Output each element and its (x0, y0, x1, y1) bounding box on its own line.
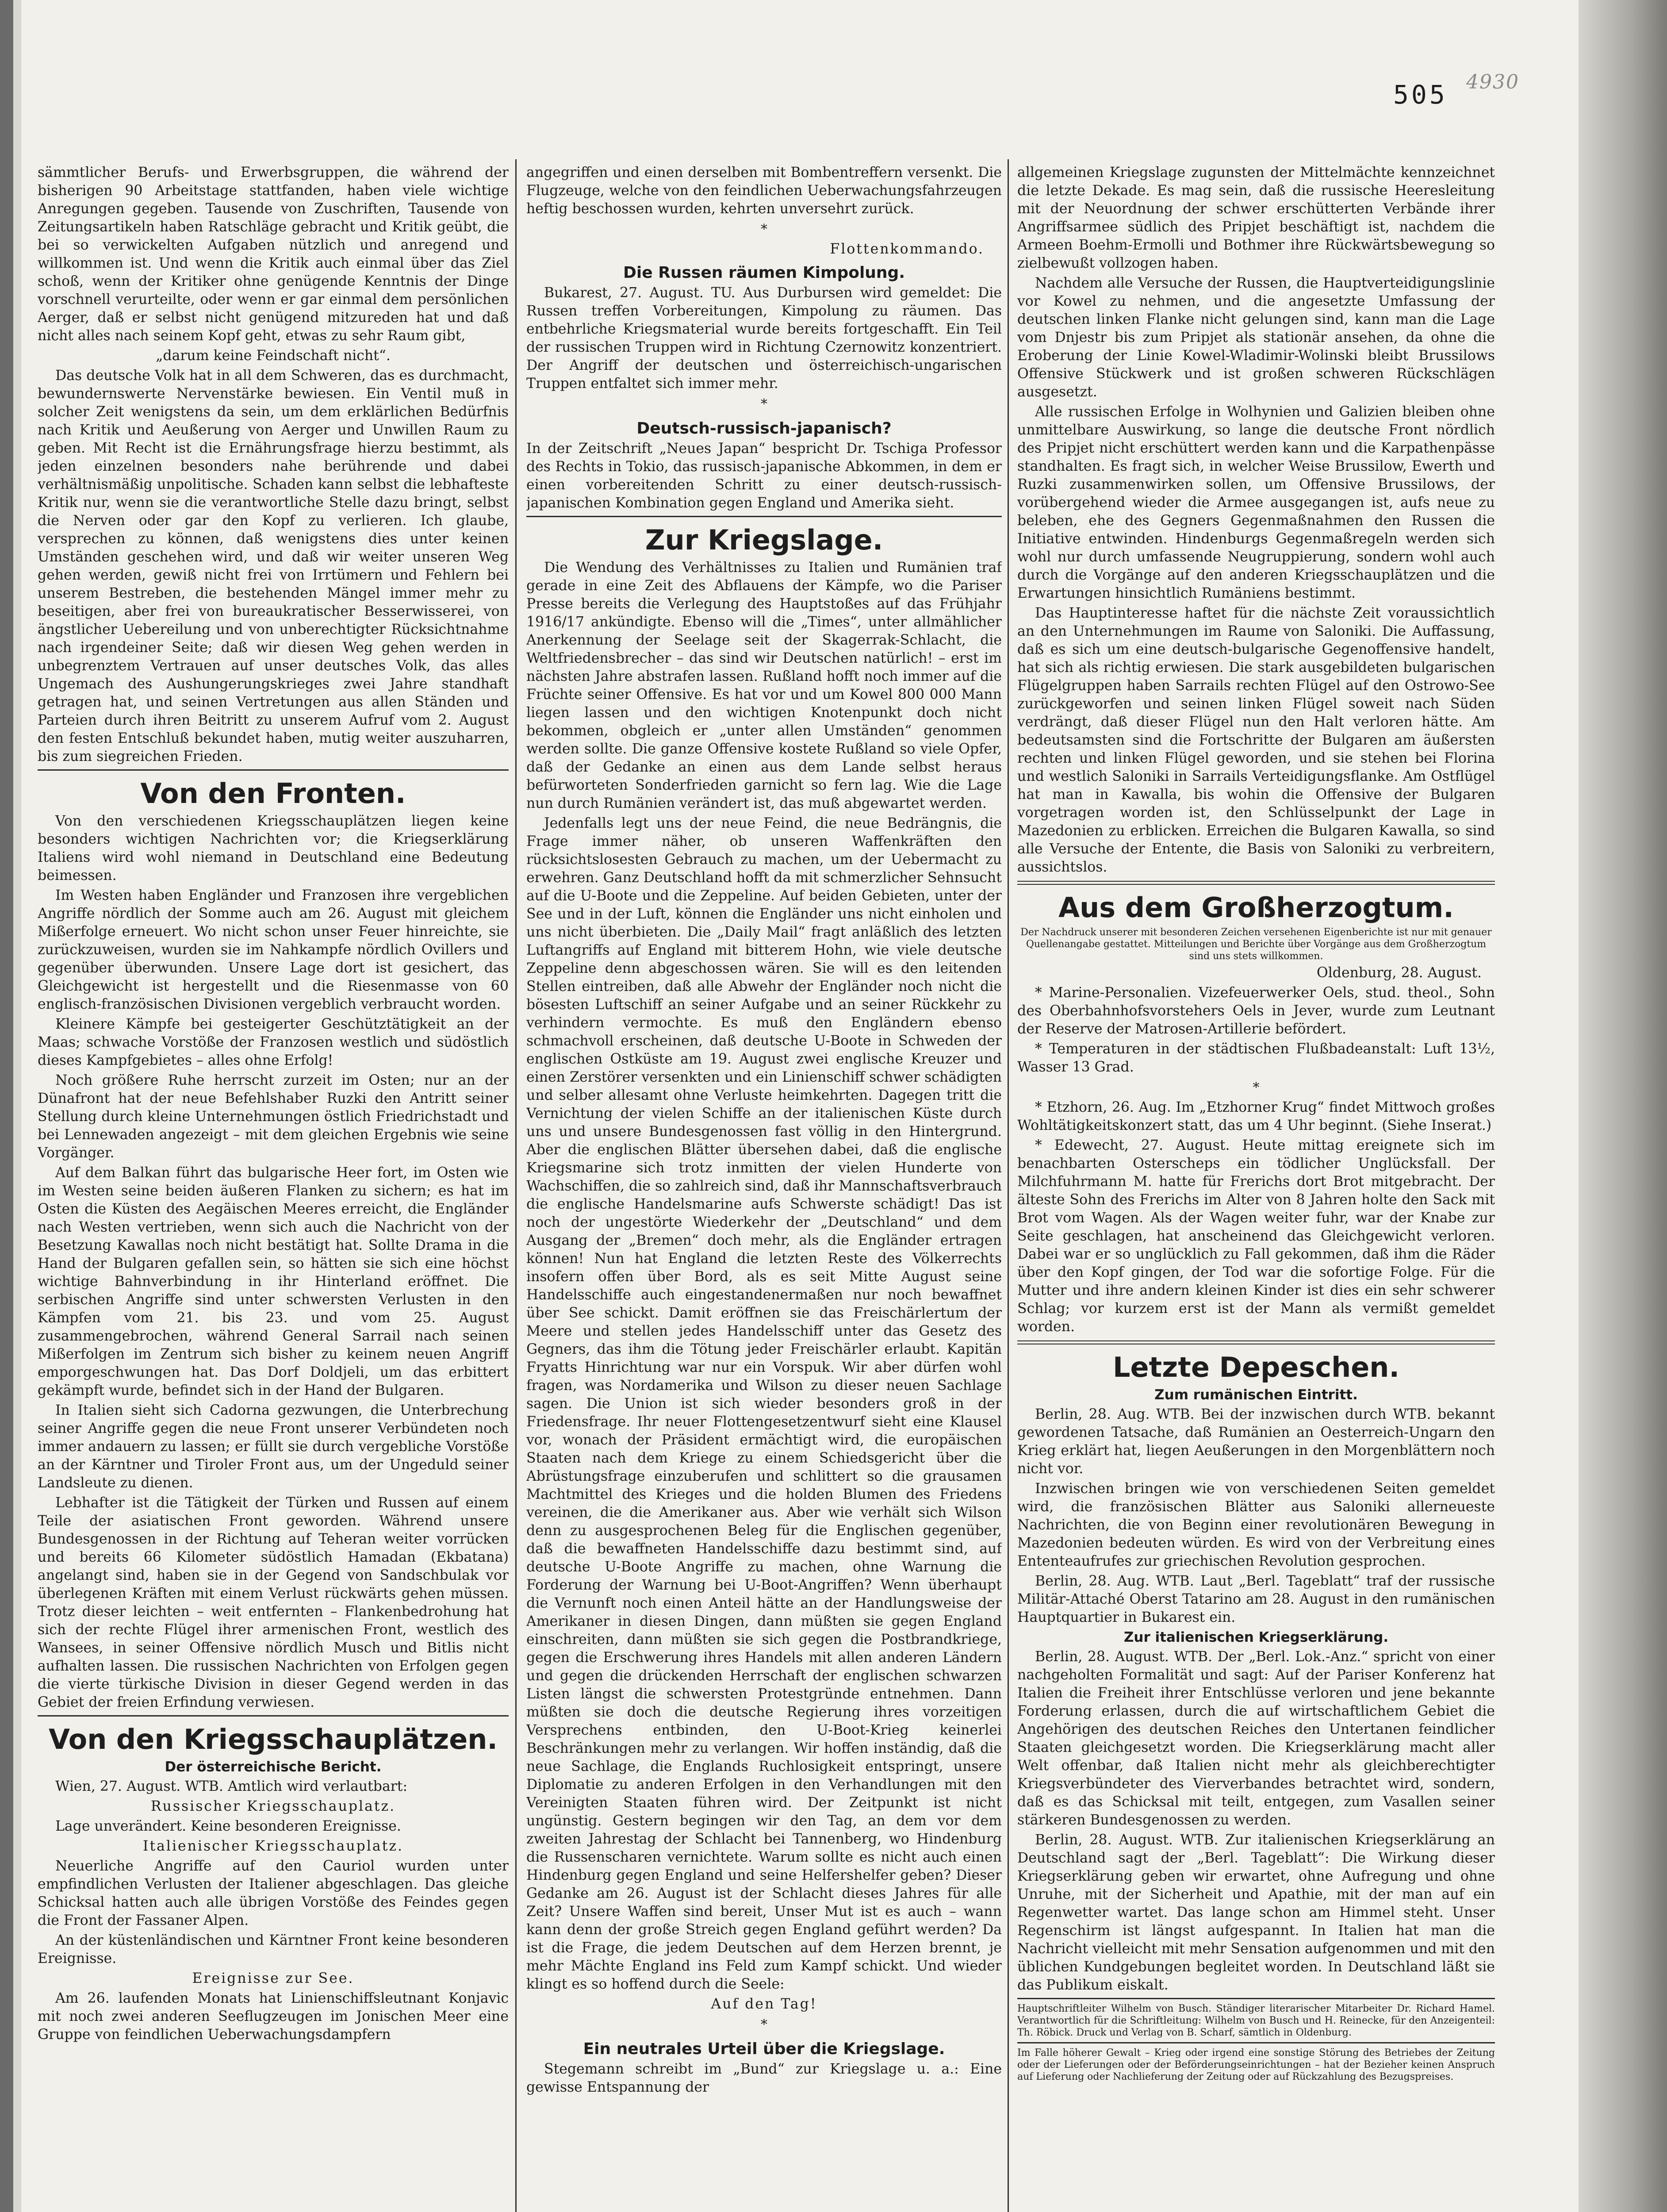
article-paragraph: sämmtlicher Berufs- und Erwerbsgruppen, die während der bisherigen 90 Arbeitstage stattfanden, haben viele wichtige Anregungen gegeben. Tausende von Zuschriften, Tausende von Zeitungsartikeln haben Ratschläge gebracht und Kritik geübt, die bei so verwickelten Aufgaben nützlich und anregend und willkommen ist. Und wenn die Kritik auch einmal über das Ziel schoß, wenn der Kritiker ohne genügende Kenntnis der Dinge vorschnell verurteilte, oder wenn er gar einmal dem persönlichen Aerger, daß er selbst nicht genügend mitzureden hat und daß nicht alles nach seinem Kopf geht, etwas zu sehr Raum gibt, (38, 165, 509, 344)
dispatch-paragraph: Berlin, 28. August. WTB. Zur italienischen Kriegserklärung an Deutschland sagt der „Berl. Tageblatt“: Die Wirkung dieser Kriegserklärung geben wir erwartet, ohne Aufregung und ohne Unruhe, mit der Sicherheit und Apathie, mit der man auf ein Regenwetter wartet. Das lange schon am Himmel steht. Unser Regenschirm ist längst aufgespannt. In Italien hat man die Nachricht vielleicht mit mehr Sensation aufgenommen und mit den üblichen Kundgebungen begleitet worden. In Deutschland läßt sie das Publikum eiskalt. (1017, 1832, 1495, 1993)
local-news-item: * Etzhorn, 26. Aug. Im „Etzhorner Krug“ findet Mittwoch großes Wohltätigkeitskonzert statt, das um 4 Uhr beginnt. (Siehe Inserat.) (1017, 1099, 1495, 1133)
subheadline: Der österreichische Bericht. (165, 1759, 382, 1775)
article-paragraph: In der Zeitschrift „Neues Japan“ bespricht Dr. Tschiga Professor des Rechts in Tokio, das russisch-japanische Abkommen, in dem er einen vorbereitenden Schritt zu einer deutsch-russisch-japanischen Kombination gegen England und Amerika sieht. (526, 441, 1002, 511)
section-divider (1017, 1998, 1495, 1999)
column-rule (1008, 159, 1009, 2212)
dispatch-paragraph: Berlin, 28. Aug. WTB. Bei der inzwischen durch WTB. bekannt gewordenen Tatsache, daß Rumänien an Oesterreich-Ungarn den Krieg erklärt hat, liegen Aeußerungen in den Morgenblättern noch nicht vor. (1017, 1406, 1495, 1477)
article-paragraph: Das deutsche Volk hat in all dem Schweren, das es durchmacht, bewundernswerte Nervenstärke bewiesen. Ein Ventil muß in solcher Zeit wenigstens da sein, um dem erklärlichen Bedürfnis nach Kritik und Aeußerung von Aerger und Unwillen Raum zu geben. Mit Recht ist die Ernährungsfrage hierzu bestimmt, als jeden einzelnen besonders nahe berührende und dabei verhältnismäßig unpolitische. Schaden kann selbst die lebhafteste Kritik nur, wenn sie die verantwortliche Stelle dazu bringt, selbst die Nerven oder gar den Kopf zu verlieren. Ich glaube, versprechen zu können, daß wenigstens dies unter keinen Umständen geschehen wird, und daß wir weiter unseren Weg gehen werden, gewiß nicht frei von Irrtümern und Fehlern bei unserem Bestreben, die bestehenden Mängel immer mehr zu beseitigen, aber frei von bureaukratischer Besserwisserei, von ängstlicher Uebereilung und von unberechtigter Rücksichtnahme nach irgendeiner Seite; daß wir diesen Weg gehen werden in unbegrenztem Vertrauen auf unser deutsches Volk, das alles Ungemach des Aushungerungskrieges zwei Jahre standhaft getragen hat, und seinen Vertretungen aus allen Ständen und Parteien durch ihren Beitritt zu unserem Aufruf vom 2. August den festen Entschluß bekundet haben, mutig weiter auszuharren, bis zum siegreichen Frieden. (38, 368, 509, 764)
binding-gutter (13, 0, 21, 2212)
article-paragraph: Von den verschiedenen Kriegsschauplätzen liegen keine besonders wichtigen Nachrichten vor; die Kriegserklärung Italiens wird wohl niemand in Deutschland eine Bedeutung beimessen. (38, 813, 509, 883)
article-paragraph: Bukarest, 27. August. TU. Aus Durbursen wird gemeldet: Die Russen treffen Vorbereitungen, Kimpolung zu räumen. Das entbehrliche Kriegsmaterial wurde bereits fortgeschafft. Ein Teil der russischen Truppen wird in Richtung Czernowitz konzentriert. Der Angriff der deutschen und österreichisch-ungarischen Truppen entfaltet sich immer mehr. (526, 285, 1002, 392)
subhead-theatre: Ereignisse zur See. (192, 1970, 354, 1986)
column-right (1017, 164, 1495, 2212)
quote-line: „darum keine Feindschaft nicht“. (156, 348, 391, 364)
headline-kimpolung: Die Russen räumen Kimpolung. (623, 264, 905, 282)
closing-line: Auf den Tag! (711, 1996, 817, 2012)
section-divider (38, 769, 509, 771)
subheadline: Zur italienischen Kriegserklärung. (1123, 1629, 1389, 1645)
archive-pencil-mark: 4930 (1466, 71, 1519, 93)
article-paragraph: Jedenfalls legt uns der neue Feind, die neue Bedrängnis, die Frage immer näher, ob unseren Waffenkräften den rücksichtslosesten Gebrauch zu machen, um der Uebermacht zu erwehren. Ganz Deutschland hofft da mit schmerzlicher Sehnsucht auf die U-Boote und die Zeppeline. Auf beiden Gebieten, unter der See und in der Luft, können die Engländer uns nicht einholen und uns nicht überbieten. Die „Daily Mail“ fragt anläßlich des letzten Luftangriffs auf England mit bitterem Hohn, wie viele deutsche Zeppeline denn abgeschossen wären. Sie will es den leitenden Stellen eintreiben, daß alle Abwehr der Engländer noch nicht die bösesten Luftschiff an seiner Aufgabe und an seiner Rückkehr zu verhindern vermochte. Es muß den Engländern ebenso schmachvoll erscheinen, daß deutsche U-Boote in Schweden der englischen Ostküste am 19. August zwei englische Kreuzer und einen Zerstörer versenkten und ein Linienschiff schwer schädigten und selber allesamt ohne Verluste heimkehrten. Dagegen tritt die Vernichtung der vielen Schiffe an der italienischen Küste durch uns und unsere Bundesgenossen fast völlig in den Hintergrund. Aber die englischen Blätter übersehen dabei, daß die englische Kriegsmarine sich trotz inmitten der vielen Hunderte von Wachschiffen, die so zahlreich sind, daß ihr Mannschaftsverbrauch die englische Handelsmarine aufs Schwerste schädigt! Das ist noch der ungestörte Wiederkehr der „Deutschland“ und dem Ausgang der „Bremen“ doch mehr, als die Engländer ertragen können! Nun hat England die letzten Reste des Völkerrechts insofern offen über Bord, als es seit Mitte August seine Handelsschiffe auch eingestandenermaßen nur noch bewaffnet über See schickt. Damit eröffnen sie das Freischärlertum der Meere und stellen jedes Handelsschiff unter das Gesetz des Gegners, das ihm die Tötung jeder Freischärler erlaubt. Kapitän Fryatts Hinrichtung war nur ein Vorspuk. Wir aber dürfen wohl fragen, was Nordamerika und Wilson zu dieser neuen Sachlage sagen. Die Union ist sich wieder besonders groß in der Friedensfrage. Ihr neuer Flottengesetzentwurf sieht eine Klausel vor, wonach der Präsident ermächtigt wird, die europäischen Staaten nach dem Kriege zu einem Schiedsgericht über die Abrüstungsfrage einzuberufen und schlittert so die grausamen Machtmittel des Krieges und die holden Blumen des Friedens vereinen, die die Amerikaner aus. Aber wie verhält sich Wilson denn zu ausgesprochenen Beleg für die Englischen gegenüber, daß die bewaffneten Handelsschiffe dazu bestimmt sind, auf deutsche U-Boote Angriffe zu machen, ohne Warnung die Forderung der Warnung bei U-Boot-Angriffen? Wenn überhaupt die Vernunft noch einen Anteil hätte an der Handlungsweise der Amerikaner in diesen Dingen, dann müßten sie gegen England einschreiten, dann müßten sie sich gegen die Postbrandkriege, gegen die Erschwerung ihres Handels mit allen anderen Ländern und gegen die drückenden Herrschaft der englischen schwarzen Listen längst die schwersten Protestgründe entnehmen. Dann müßten sie doch die deutsche Regierung ihres vorzeitigen Versprechens entbinden, den U-Boot-Krieg keinerlei Beschränkungen mehr zu verlangen. Wir hoffen inständig, daß die neue Sachlage, die Englands Ruchlosigkeit entspringt, unsere Diplomatie zu anderen Erfolgen in den Verhandlungen mit den Vereinigten Staaten führen wird. Der Zeitpunkt ist nicht ungünstig. Gestern begingen wir den Tag, an dem vor dem zweiten Jahrestag der Schlacht bei Tannenberg, wo Hindenburg die Russenscharen vernichtete. Warum sollte es nicht auch einen Hindenburg gegen England und seine Helfershelfer geben? Dieser Gedanke am 26. August ist der Schlacht dieses Jahres für alle Zeit? Unsere Waffen sind bereit, Unser Mut ist es auch – wann kann denn der große Streich gegen England geführt werden? Da ist die Frage, die jedem Deutschen auf dem Herzen brennt, je mehr Mächte England ins Feld zum Kampf schickt. Und wieder klingt es so hoffend durch die Seele: (526, 815, 1002, 1992)
reprint-notice: Der Nachdruck unserer mit besonderen Zeichen versehenen Eigenberichte ist nur mit genauer Quellenangabe gestattet. Mitteilungen und Berichte über Vorgänge aus dem Großherzogtum sind uns stets willkommen. (1020, 927, 1492, 962)
article-paragraph: Auf dem Balkan führt das bulgarische Heer fort, im Osten wie im Westen seine beiden äußeren Flanken zu sichern; es hat im Osten die Küsten des Aegäischen Meeres erreicht, die Engländer nach Westen vertrieben, wenn sich auch die Nachricht von der Besetzung Kawallas noch nicht bestätigt hat. Sollte Drama in die Hand der Bulgaren gefallen sein, so hätten sie sich eine höchst wichtige Bahnverbindung in ihr Hinterland eröffnet. Die serbischen Angriffe sind unter schwersten Verlusten in den Kämpfen vom 21. bis 23. und vom 25. August zusammengebrochen, während General Sarrail nach seinen Mißerfolgen im Zentrum sich bisher zu keinem neuen Angriff emporgeschwungen hat. Das Dorf Doldjeli, um das erbittert gekämpft wurde, befindet sich in der Hand der Bulgaren. (38, 1165, 509, 1398)
dispatch-paragraph: Inzwischen bringen wie von verschiedenen Seiten gemeldet wird, die französischen Blätter aus Saloniki allerneueste Nachrichten, die von Beginn einer revolutionären Bewegung in Mazedonien bedeuten würden. Es wird von der Verbreitung eines Ententeaufrufes zur griechischen Revolution gesprochen. (1017, 1481, 1495, 1569)
column-middle (526, 164, 1002, 2212)
headline-deutsch-russisch-japanisch: Deutsch-russisch-japanisch? (636, 419, 892, 438)
article-paragraph: Am 26. laufenden Monats hat Linienschiffsleutnant Konjavic mit noch zwei anderen Seeflugzeugen im Jonischen Meer eine Gruppe von feindlichen Ueberwachungsdampfern (38, 1990, 509, 2043)
column-rule (515, 159, 517, 2212)
star-separator: * (1253, 1080, 1260, 1095)
article-paragraph: Lebhafter ist die Tätigkeit der Türken und Russen auf einem Teile der asiatischen Front geworden. Während unsere Bundesgenossen in der Richtung auf Teheran weiter vorrücken und bereits 66 Kilometer südöstlich Hamadan (Ekbatana) angelangt sind, haben sie in der Gegend von Sandschbulak vor überlegenen Kräften mit einem Verlust rückwärts gehen müssen. Trotz dieser leichten – weit entfernten – Flankenbedrohung hat sich der rechte Flügel ihrer armenischen Front, westlich des Wansees, in seiner Offensive nördlich Musch und Bitlis nicht aufhalten lassen. Die russischen Nachrichten von Erfolgen gegen die vierte türkische Division in dieser Gegend werden in das Gebiet der freien Erfindung verwiesen. (38, 1495, 509, 1710)
dispatch-paragraph: Berlin, 28. Aug. WTB. Laut „Berl. Tageblatt“ traf der russische Militär-Attaché Oberst Tatarino am 28. August in den rumänischen Hauptquartier in Bukarest ein. (1017, 1573, 1495, 1625)
imprint: Hauptschriftleiter Wilhelm von Busch. Ständiger literarischer Mitarbeiter Dr. Richard Hamel. Verantwortlich für die Schriftleitung: Wilhelm von Busch und H. Reinecke, für den Anzeigenteil: Th. Röbick. Druck und Verlag von B. Scharf, sämtlich in Oldenburg. (1017, 2003, 1495, 2038)
headline-neutrales-urteil: Ein neutrales Urteil über die Kriegslage. (583, 2040, 945, 2058)
headline-letzte-depeschen: Letzte Depeschen. (1112, 1351, 1400, 1383)
subheadline: Zum rumänischen Eintritt. (1154, 1387, 1358, 1403)
article-paragraph: Die Wendung des Verhältnisses zu Italien und Rumänien traf gerade in eine Zeit des Abflauens der Kämpfe, wo die Pariser Presse bereits die Verlegung des Hauptstoßes auf das Frühjahr 1916/17 ankündigte. Ebenso will die „Times“, unter allmählicher Anerkennung der Seelage seit der Skagerrak-Schlacht, die Weltfriedensbrecher – das sind wir Deutschen natürlich! – erst im nächsten Jahre abstrafen lassen. Rußland hofft noch immer auf die Früchte seiner Offensive. Es hat vor und um Kowel 800 000 Mann liegen lassen und den wichtigen Knotenpunkt doch nicht bekommen, obgleich er „unter allen Umständen“ genommen werden sollte. Die ganze Offensive kostete Rußland so viele Opfer, daß der Gedanke an einen aus dem Lande selbst heraus befürworteten Sonderfrieden garnicht so fern lag. Wie die Lage nun durch Rumänien verändert ist, das muß abgewartet werden. (526, 560, 1002, 811)
dispatch-paragraph: Berlin, 28. August. WTB. Der „Berl. Lok.-Anz.“ spricht von einer nachgeholten Formalität und sagt: Auf der Pariser Konferenz hat Italien die Freiheit ihrer Entschlüsse verloren und jene bekannte Forderung erlassen, durch die auf wirtschaftlichem Gebiet die Angehörigen des deutschen Reiches den Untertanen feindlicher Staaten gleichgesetzt worden. Die Kriegserklärung macht aller Welt offenbar, daß Italien nicht mehr als gleichberechtigter Kriegsverbündeter des Vierverbandes betrachtet wird, sondern, daß es das Schicksal mit teilt, entgegen, zum Vasallen seiner stärkeren Bundesgenossen zu werden. (1017, 1649, 1495, 1828)
binding-edge (0, 0, 13, 2212)
section-divider (1017, 881, 1495, 885)
headline-kriegsschauplaetze: Von den Kriegsschauplätzen. (49, 1723, 498, 1755)
headline-grossherzogtum: Aus dem Großherzogtum. (1058, 891, 1454, 924)
article-paragraph: Stegemann schreibt im „Bund“ zur Kriegslage u. a.: Eine gewisse Entspannung der (526, 2061, 1002, 2095)
article-paragraph: Alle russischen Erfolge in Wolhynien und Galizien bleiben ohne unmittelbare Auswirkung, so lange die deutsche Front nördlich des Pripjet nicht erschüttert werden kann und die Karpathenpässe standhalten. Es fragt sich, in welcher Weise Brussilow, Ewerth und Ruzki zusammenwirken sollen, um Offensive Brussilows, der vorübergehend wieder die Armee ausgegangen ist, aufs neue zu beleben, ehe des Gegners Gegenmaßnahmen den Russen die Initiative entwinden. Hindenburgs Gegenmaßregeln werden sich wohl nur durch umfassende Neugruppierung, sondern wohl auch durch die Vorgänge auf den anderen Kriegsschauplätzen und die Erwartungen hinsichtlich Rumäniens bestimmt. (1017, 404, 1495, 601)
article-paragraph: Nachdem alle Versuche der Russen, die Hauptverteidigungslinie vor Kowel zu nehmen, und die angesetzte Umfassung der deutschen linken Flanke nicht gelungen sind, kann man die Lage vom Dnjestr bis zum Pripjet als stationär ansehen, da ohne die Eroberung der Linie Kowel-Wladimir-Wolinski bleibt Brussilows Offensive Stückwerk und ist großen schweren Rückschlägen ausgesetzt. (1017, 275, 1495, 400)
article-paragraph: Neuerliche Angriffe auf den Cauriol wurden unter empfindlichen Verlusten der Italiener abgeschlagen. Das gleiche Schicksal hatten auch alle übrigen Vorstöße des Feindes gegen die Front der Fassaner Alpen. (38, 1858, 509, 1928)
article-paragraph: angegriffen und einen derselben mit Bombentreffern versenkt. Die Flugzeuge, welche von den feindlichen Ueberwachungsfahrzeugen heftig beschossen wurden, kehrten unversehrt zurück. (526, 165, 1002, 217)
star-separator: * (761, 396, 767, 412)
page-stack-edge (1579, 0, 1667, 2212)
local-news-item: * Marine-Personalien. Vizefeuerwerker Oels, stud. theol., Sohn des Oberbahnhofsvorstehers Oels in Jever, wurde zum Leutnant der Reserve der Matrosen-Artillerie befördert. (1017, 985, 1495, 1037)
article-paragraph: Das Hauptinteresse haftet für die nächste Zeit voraussichtlich an den Unternehmungen im Raume von Saloniki. Die Auffassung, daß es sich um eine deutsch-bulgarische Gegenoffensive handelt, hat sich als richtig erwiesen. Die stark ausgebildeten bulgarischen Flügelgruppen haben Sarrails rechten Flügel auf den Ostrowo-See zurückgeworfen und seinen linken Flügel soweit nach Süden verdrängt, daß dieser Flügel nun den Halt verloren hätte. Am bedeutsamsten sind die Fortschritte der Bulgaren am äußersten rechten und linken Flügel geworden, und sie stehen bei Florina und westlich Saloniki in Sarrails Verteidigungsflanke. Am Ostflügel hat man in Kawalla, bis wohin die Offensive der Bulgaren vorgetragen worden ist, den Schlüsselpunkt der Lage in Mazedonien zu erblicken. Erreichen die Bulgaren Kawalla, so sind alle Versuche der Entente, die Basis von Saloniki zu verbreitern, aussichtslos. (1017, 605, 1495, 875)
article-paragraph: allgemeinen Kriegslage zugunsten der Mittelmächte kennzeichnet die letzte Dekade. Es mag sein, daß die russische Heeresleitung mit der Neuordnung der schwer erschütterten Verbände ihrer Angriffsarmee südlich des Pripjet beschäftigt ist, nachdem die Armeen Boehm-Ermolli und Bothmer ihre Rückwärtsbewegung so zielbewußt vollzogen haben. (1017, 165, 1495, 271)
page-number: 505 (1393, 80, 1448, 110)
force-majeure-notice: Im Falle höherer Gewalt – Krieg oder irgend eine sonstige Störung des Betriebes der Zeitung oder der Lieferungen oder der Beförderungseinrichtungen – hat der Bezieher keinen Anspruch auf Lieferung oder Nachlieferung der Zeitung oder auf Rückzahlung des Bezugspreises. (1017, 2047, 1495, 2082)
article-paragraph: Noch größere Ruhe herrscht zurzeit im Osten; nur an der Dünafront hat der neue Befehlshaber Ruzki den Antritt seiner Stellung durch kleine Unternehmungen östlich Friedrichstadt und bei Lennewaden angezeigt – mit dem gleichen Ergebnis wie seine Vorgänger. (38, 1072, 509, 1161)
headline-fronten: Von den Fronten. (140, 777, 406, 810)
article-paragraph: In Italien sieht sich Cadorna gezwungen, die Unterbrechung seiner Angriffe gegen die neue Front unserer Verbündeten noch immer andauern zu lassen; er füllt sie durch vergebliche Vorstöße an der Kärntner und Tiroler Front aus, um der Ungeduld seiner Landsleute zu dienen. (38, 1402, 509, 1491)
subhead-theatre: Italienischer Kriegsschauplatz. (143, 1838, 403, 1854)
section-divider (38, 1715, 509, 1717)
subhead-theatre: Russischer Kriegsschauplatz. (150, 1798, 396, 1814)
local-news-item: * Temperaturen in der städtischen Flußbadeanstalt: Luft 13½, Wasser 13 Grad. (1017, 1041, 1495, 1075)
section-divider (526, 516, 1002, 517)
article-paragraph: An der küstenländischen und Kärntner Front keine besonderen Ereignisse. (38, 1932, 509, 1966)
section-divider (1017, 1340, 1495, 1344)
section-divider (1017, 2042, 1495, 2043)
headline-kriegslage: Zur Kriegslage. (645, 524, 883, 556)
dateline: Oldenburg, 28. August. (1316, 965, 1482, 981)
article-paragraph: Lage unverändert. Keine besonderen Ereignisse. (55, 1818, 401, 1834)
star-separator: * (761, 222, 767, 237)
dateline-paragraph: Wien, 27. August. WTB. Amtlich wird verlautbart: (55, 1778, 408, 1794)
star-separator: * (761, 2017, 767, 2032)
column-left (38, 164, 509, 2212)
signature: Flottenkommando. (830, 241, 984, 257)
article-paragraph: Im Westen haben Engländer und Franzosen ihre vergeblichen Angriffe nördlich der Somme auch am 26. August mit gleichem Mißerfolge erneuert. Wo nicht schon unser Feuer hinreichte, sie zurückzuweisen, wurden sie im Nahkampfe nördlich Ovillers und gegenüber überwunden. Unsere Lage dort ist gesichert, das Gleichgewicht ist hergestellt und die Riesenmasse von 60 englisch-französischen Divisionen vergeblich verbraucht worden. (38, 887, 509, 1012)
article-paragraph: Kleinere Kämpfe bei gesteigerter Geschütztätigkeit an der Maas; schwache Vorstöße der Franzosen westlich und südöstlich dieses Kampfgebietes – alles ohne Erfolg! (38, 1016, 509, 1068)
local-news-item: * Edewecht, 27. August. Heute mittag ereignete sich im benachbarten Osterscheps ein tödlicher Unglücksfall. Der Milchfuhrmann M. hatte für Frerichs dort Brot mitgebracht. Der älteste Sohn des Frerichs im Alter von 8 Jahren holte den Sack mit Brot vom Wagen. Als der Wagen weiter fuhr, war der Knabe zur Seite geschlagen, hat anscheinend das Gleichgewicht verloren. Dabei war er so unglücklich zu Fall gekommen, daß ihm die Räder über den Kopf gingen, der Tod war die sofortige Folge. Für die Mutter und ihre andern kleinen Kinder ist dies ein sehr schwerer Schlag; vor kurzem erst ist der Mann als vermißt gemeldet worden. (1017, 1137, 1495, 1335)
